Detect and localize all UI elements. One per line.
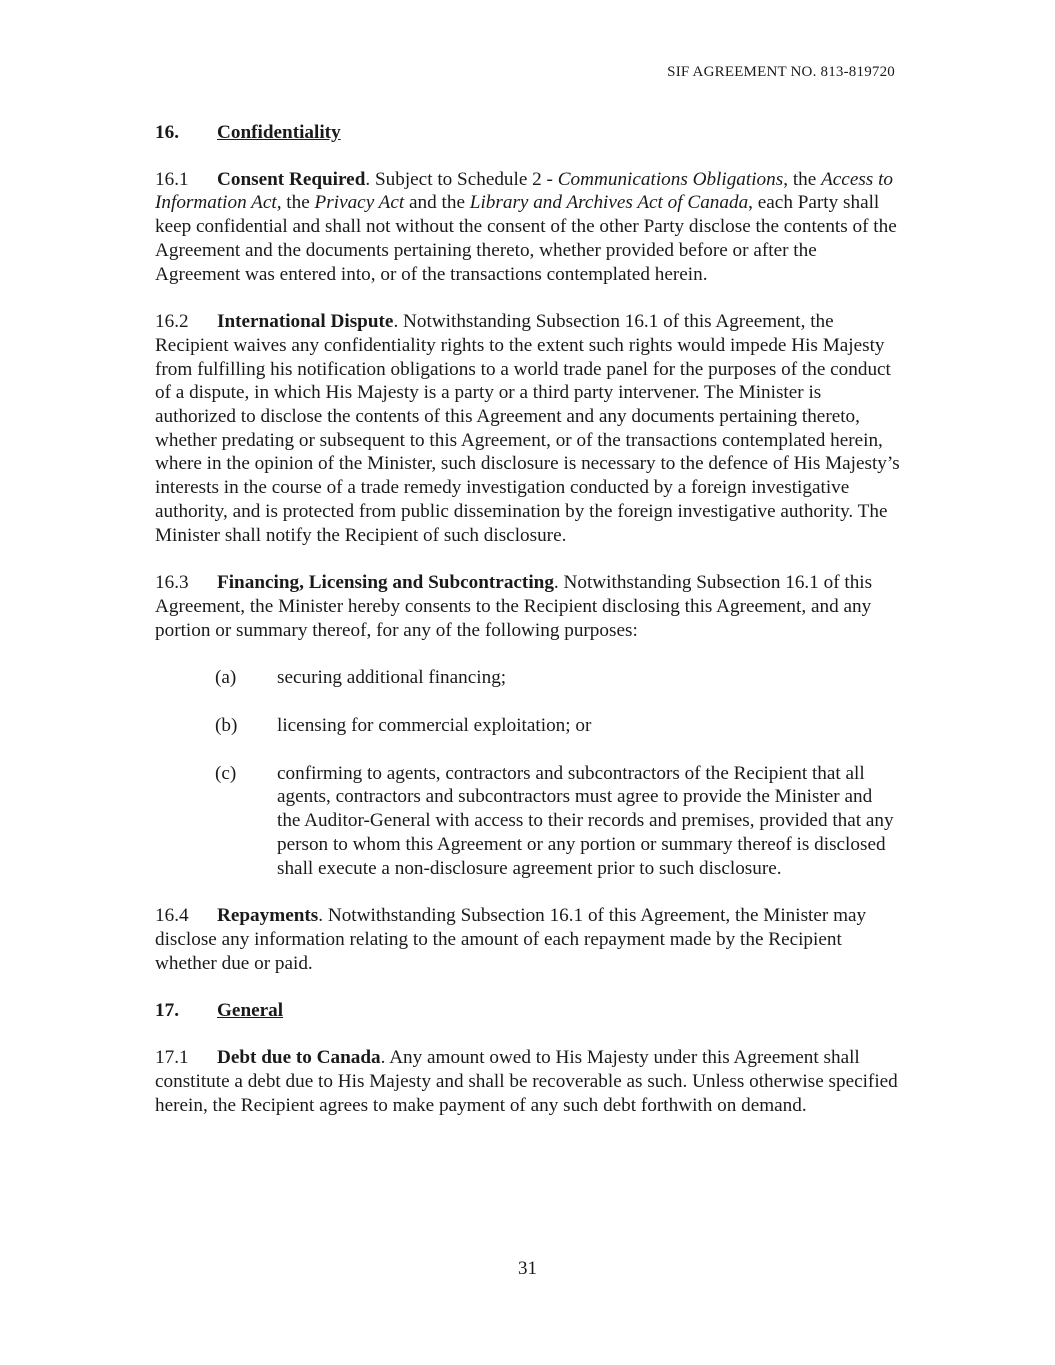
subsection-title: International Dispute (217, 311, 394, 333)
subsection-number: 17.1 (155, 1047, 189, 1069)
subsection-17-1 (155, 1046, 900, 1117)
page-number: 31 (518, 1258, 537, 1279)
subsection-text: . Notwithstanding Subsection 16.1 of this Agreement, the Recipient waives any confidentiality rights to the extent such rights would impede His Majesty from fulfilling his notification obligations to a world trade panel for the purposes of the conduct of a dispute, in which His Majesty is a party or a third party intervener. The Minister is authorized to disclose the contents of this Agreement and any documents pertaining thereto, whether predating or subsequent to this Agreement, or of the transactions contemplated herein, where in the opinion of the Minister, such disclosure is necessary to the defence of His Majesty’s interests in the course of a trade remedy investigation conducted by a foreign investigative authority, and is protected from public dissemination by the foreign investigative authority. The Minister shall notify the Recipient of such disclosure. (155, 311, 900, 546)
agreement-number-header: SIF AGREEMENT NO. 813-819720 (667, 64, 895, 80)
text-run: the (281, 192, 315, 214)
purposes-list (155, 666, 900, 880)
section-number: 17. (155, 1000, 179, 1022)
text-run: and the (404, 192, 470, 214)
subsection-title: Repayments (217, 905, 319, 927)
text-run: . Subject to Schedule 2 - (365, 168, 558, 190)
section-number: 16. (155, 122, 179, 143)
italic-reference: Library and Archives Act of Canada (469, 192, 749, 214)
subsection-title: Consent Required (217, 168, 366, 190)
subsection-number: 16.2 (155, 311, 189, 333)
list-item-label: (b) (215, 715, 238, 737)
italic-reference: Privacy Act (314, 192, 405, 214)
subsection-title: Debt due to Canada (217, 1047, 381, 1069)
subsection-text: . Any amount owed to His Majesty under this Agreement shall constitute a debt due to His Majesty and shall be recoverable as such. Unless otherwise specified herein, the Recipient agrees to make payment of any such debt forthwith on demand. (155, 1047, 898, 1116)
list-item-text: licensing for commercial exploitation; or (277, 715, 592, 737)
subsection-number: 16.1 (155, 168, 189, 190)
subsection-title: Financing, Licensing and Subcontracting (217, 572, 554, 594)
list-item-text: securing additional financing; (277, 667, 507, 689)
list-item-label: (c) (215, 762, 237, 784)
subsection-16-4 (155, 904, 900, 975)
list-item (215, 666, 900, 690)
list-item (215, 714, 900, 738)
text-run: , each Party shall keep confidential and shall not without the consent of the other Party disclose the contents of the Agreement and the documents pertaining thereto, whether provided before or after the Agreement was entered into, or of the transactions contemplated herein. (155, 192, 897, 285)
subsection-number: 16.3 (155, 572, 189, 594)
subsection-16-1 (155, 168, 900, 287)
section-title: Confidentiality (217, 122, 341, 143)
list-item (215, 762, 900, 881)
section-16-heading (155, 121, 900, 145)
section-title: General (217, 1000, 284, 1022)
subsection-16-3 (155, 571, 900, 642)
italic-reference: Access to Information Act, (155, 168, 893, 214)
subsection-number: 16.4 (155, 905, 189, 927)
list-item-text: confirming to agents, contractors and subcontractors of the Recipient that all agents, contractors and subcontractors must agree to provide the Minister and the Auditor-General with access to their records and premises, provided that any person to whom this Agreement or any portion or summary thereof is disclosed shall execute a non-disclosure agreement prior to such disclosure. (277, 762, 894, 879)
document-body (155, 121, 900, 1141)
subsection-text: . Notwithstanding Subsection 16.1 of this Agreement, the Minister hereby consents to the Recipient disclosing this Agreement, and any portion or summary thereof, for any of the following purposes: (155, 572, 873, 641)
section-17-heading (155, 999, 900, 1023)
list-item-label: (a) (215, 667, 237, 689)
subsection-text: . Notwithstanding Subsection 16.1 of this Agreement, the Minister may disclose any information relating to the amount of each repayment made by the Recipient whether due or paid. (155, 905, 867, 974)
italic-reference: Communications Obligations (557, 168, 784, 190)
subsection-16-2 (155, 310, 900, 547)
text-run: , the (783, 168, 822, 190)
